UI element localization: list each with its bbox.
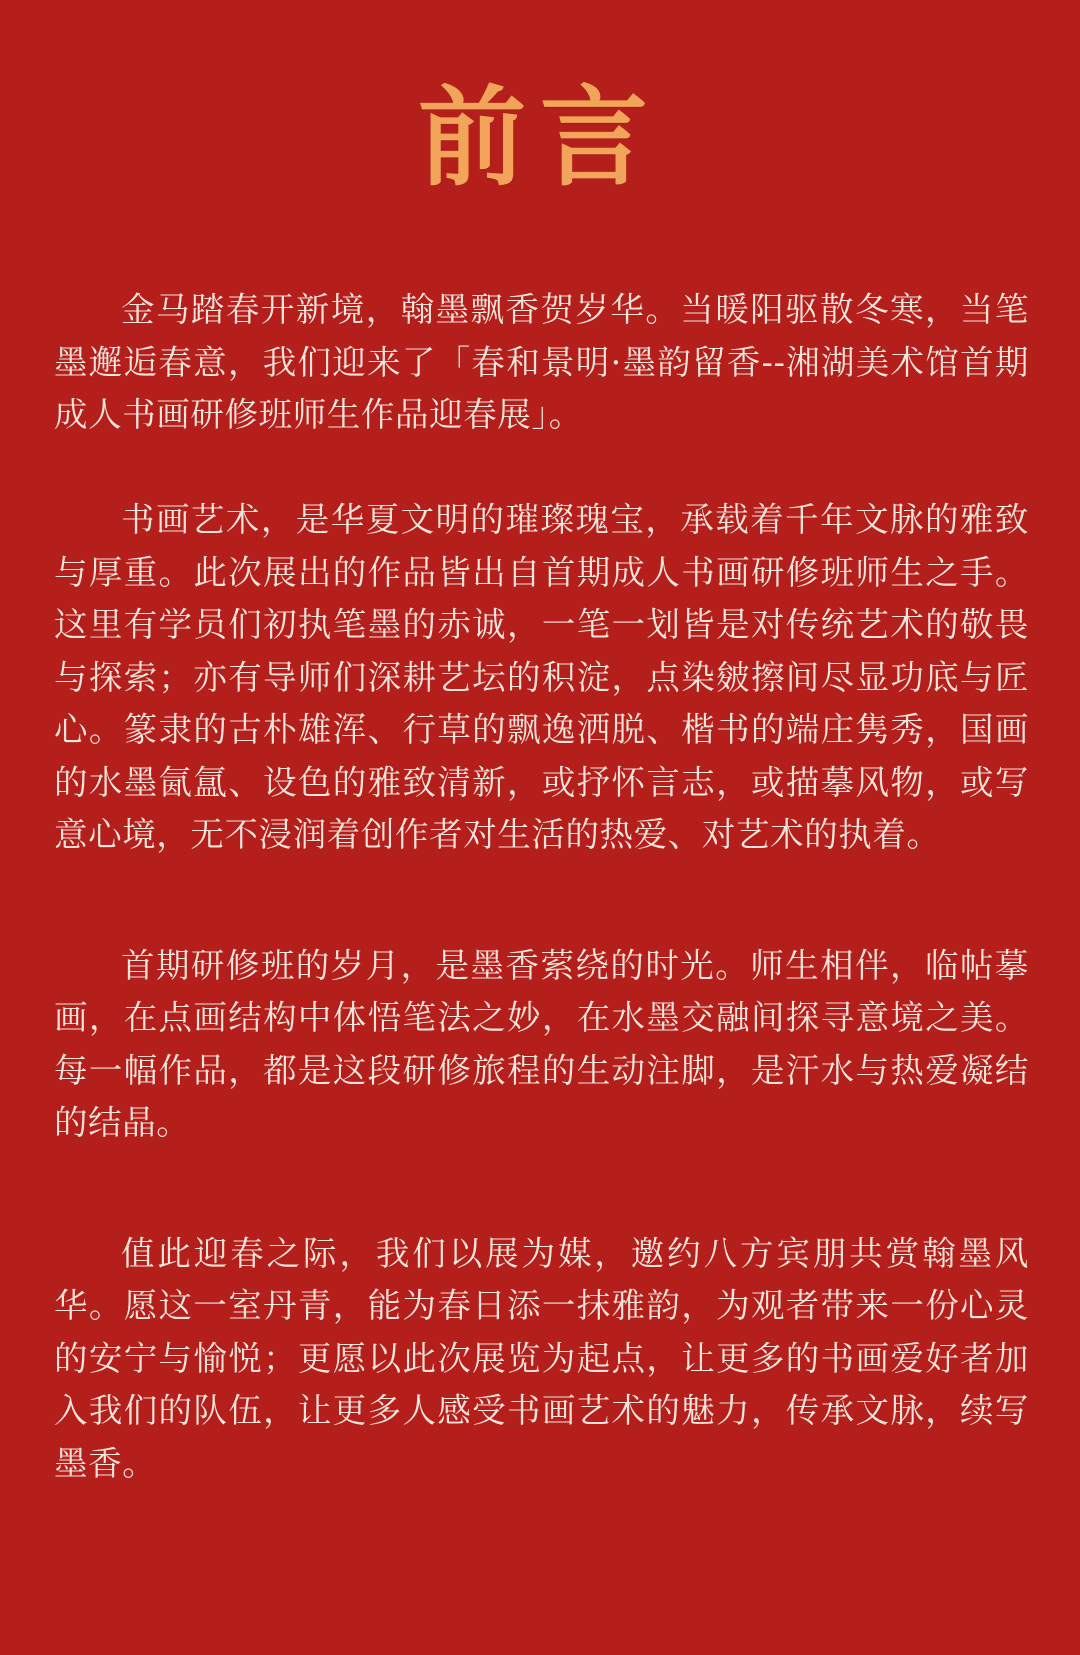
- paragraph-2: 书画艺术，是华夏文明的璀璨瑰宝，承载着千年文脉的雅致与厚重。此次展出的作品皆出自首期成人书画研修班师生之手。这里有学员们初执笔墨的赤诚，一笔一划皆是对传统艺术的敬畏与探索；亦有导师们深耕艺坛的积淀，点染皴擦间尽显功底与匠心。篆隶的古朴雄浑、行草的飘逸洒脱、楷书的端庄隽秀，国画的水墨氤氲、设色的雅致清新，或抒怀言志，或描摹风物，或写意心境，无不浸润着创作者对生活的热爱、对艺术的执着。: [54, 500, 1029, 854]
- paragraph-3: 首期研修班的岁月，是墨香萦绕的时光。师生相伴，临帖摹画，在点画结构中体悟笔法之妙，在水墨交融间探寻意境之美。每一幅作品，都是这段研修旅程的生动注脚，是汗水与热爱凝结的结晶。: [54, 945, 1029, 1142]
- page-title: 前言: [417, 75, 662, 201]
- paragraph-4: 值此迎春之际，我们以展为媒，邀约八方宾朋共赏翰墨风华。愿这一室丹青，能为春日添一抹雅韵，为观者带来一份心灵的安宁与愉悦；更愿以此次展览为起点，让更多的书画爱好者加入我们的队伍，让更多人感受书画艺术的魅力，传承文脉，续写墨香。: [54, 1233, 1029, 1483]
- paragraph-1: 金马踏春开新境，翰墨飘香贺岁华。当暖阳驱散冬寒，当笔墨邂逅春意，我们迎来了「春和景明·墨韵留香--湘湖美术馆首期成人书画研修班师生作品迎春展」。: [54, 290, 1029, 434]
- preface-body: [54, 284, 1029, 1490]
